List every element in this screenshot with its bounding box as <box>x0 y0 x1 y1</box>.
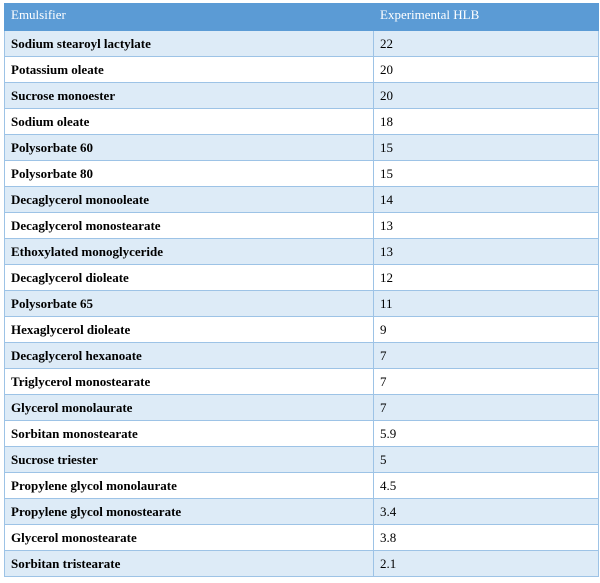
hlb-value-cell: 13 <box>374 213 599 239</box>
emulsifier-name-cell: Decaglycerol dioleate <box>5 265 374 291</box>
hlb-value-cell: 3.8 <box>374 525 599 551</box>
table-row <box>5 31 599 57</box>
table-row <box>5 161 599 187</box>
hlb-value-cell: 13 <box>374 239 599 265</box>
emulsifier-name-cell: Sodium stearoyl lactylate <box>5 31 374 57</box>
table-row <box>5 551 599 577</box>
hlb-value-cell: 22 <box>374 31 599 57</box>
emulsifier-name-cell: Sucrose monoester <box>5 83 374 109</box>
table-row <box>5 395 599 421</box>
emulsifier-name-cell: Sorbitan tristearate <box>5 551 374 577</box>
emulsifier-name-cell: Polysorbate 65 <box>5 291 374 317</box>
header-row <box>5 4 599 31</box>
hlb-value-cell: 15 <box>374 135 599 161</box>
table-row <box>5 421 599 447</box>
table-row <box>5 343 599 369</box>
emulsifier-name-cell: Decaglycerol monostearate <box>5 213 374 239</box>
emulsifier-name-cell: Polysorbate 60 <box>5 135 374 161</box>
header-emulsifier: Emulsifier <box>5 4 374 31</box>
emulsifier-name-cell: Propylene glycol monostearate <box>5 499 374 525</box>
hlb-value-cell: 7 <box>374 395 599 421</box>
hlb-value-cell: 12 <box>374 265 599 291</box>
table-row <box>5 499 599 525</box>
emulsifier-name-cell: Glycerol monolaurate <box>5 395 374 421</box>
emulsifier-name-cell: Decaglycerol hexanoate <box>5 343 374 369</box>
emulsifier-name-cell: Sucrose triester <box>5 447 374 473</box>
hlb-value-cell: 15 <box>374 161 599 187</box>
table-row <box>5 317 599 343</box>
hlb-value-cell: 7 <box>374 369 599 395</box>
table-row <box>5 369 599 395</box>
table-row <box>5 135 599 161</box>
table-row <box>5 291 599 317</box>
hlb-value-cell: 18 <box>374 109 599 135</box>
table-row <box>5 265 599 291</box>
hlb-value-cell: 20 <box>374 83 599 109</box>
table-header <box>5 4 599 31</box>
table-row <box>5 187 599 213</box>
table-row <box>5 57 599 83</box>
hlb-value-cell: 4.5 <box>374 473 599 499</box>
table-row <box>5 83 599 109</box>
table-body <box>5 31 599 577</box>
table-row <box>5 109 599 135</box>
emulsifier-name-cell: Hexaglycerol dioleate <box>5 317 374 343</box>
emulsifier-name-cell: Sorbitan monostearate <box>5 421 374 447</box>
emulsifier-name-cell: Decaglycerol monooleate <box>5 187 374 213</box>
table-row <box>5 213 599 239</box>
hlb-value-cell: 11 <box>374 291 599 317</box>
hlb-value-cell: 2.1 <box>374 551 599 577</box>
hlb-value-cell: 20 <box>374 57 599 83</box>
header-experimental-hlb: Experimental HLB <box>374 4 599 31</box>
emulsifier-name-cell: Ethoxylated monoglyceride <box>5 239 374 265</box>
table-row <box>5 525 599 551</box>
table-row <box>5 473 599 499</box>
hlb-value-cell: 9 <box>374 317 599 343</box>
hlb-value-cell: 3.4 <box>374 499 599 525</box>
hlb-value-cell: 14 <box>374 187 599 213</box>
emulsifier-name-cell: Glycerol monostearate <box>5 525 374 551</box>
hlb-value-cell: 5.9 <box>374 421 599 447</box>
emulsifier-name-cell: Potassium oleate <box>5 57 374 83</box>
table-row <box>5 447 599 473</box>
hlb-table <box>4 3 599 577</box>
emulsifier-name-cell: Polysorbate 80 <box>5 161 374 187</box>
emulsifier-name-cell: Propylene glycol monolaurate <box>5 473 374 499</box>
emulsifier-name-cell: Sodium oleate <box>5 109 374 135</box>
hlb-value-cell: 5 <box>374 447 599 473</box>
table-row <box>5 239 599 265</box>
emulsifier-name-cell: Triglycerol monostearate <box>5 369 374 395</box>
hlb-value-cell: 7 <box>374 343 599 369</box>
